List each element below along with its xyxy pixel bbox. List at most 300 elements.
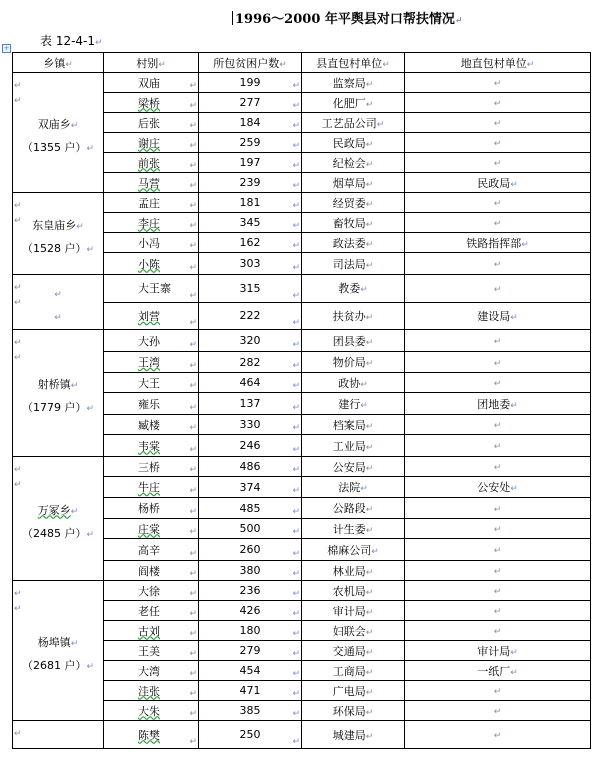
county-unit-cell (302, 193, 405, 213)
village-cell (104, 539, 199, 561)
paragraph-mark-icon: ↵ (510, 179, 518, 190)
household-count: 180 (239, 624, 261, 637)
household-count-cell (199, 601, 302, 621)
village-cell (104, 173, 199, 193)
paragraph-mark-icon: ↵ (292, 141, 300, 151)
paragraph-mark-icon: ↵ (521, 239, 529, 250)
paragraph-mark-icon: ↵ (292, 161, 300, 171)
paragraph-mark-icon: ↵ (493, 199, 502, 209)
paragraph-mark-icon: ↵ (189, 445, 197, 455)
paragraph-mark-icon: ↵ (493, 379, 502, 389)
household-count: 500 (239, 522, 261, 535)
paragraph-mark-icon: ↵ (365, 79, 374, 90)
county-unit-cell (302, 133, 405, 153)
household-count: 137 (239, 397, 261, 410)
county-unit-cell (302, 581, 405, 601)
household-count-cell (199, 477, 302, 498)
paragraph-mark-icon: ↵ (360, 400, 368, 411)
household-count: 345 (239, 216, 261, 229)
household-count: 464 (239, 376, 261, 389)
paragraph-mark-icon: ↵ (360, 379, 368, 390)
paragraph-mark-icon: ↵ (493, 260, 502, 270)
paragraph-mark-icon: ↵ (189, 340, 197, 350)
paragraph-mark-icon: ↵ (189, 589, 197, 599)
village-name: 老任 (138, 604, 160, 618)
town-label (13, 624, 103, 678)
paragraph-mark-icon: ↵ (365, 337, 374, 348)
county-unit: 烟草局 (332, 176, 366, 190)
table-caption (40, 32, 103, 49)
paragraph-mark-icon: ↵ (292, 486, 300, 496)
paragraph-mark-icon: ↵ (292, 181, 300, 191)
county-unit: 物价局 (332, 356, 366, 369)
county-unit-cell (302, 330, 405, 352)
county-unit: 交通局 (332, 644, 366, 658)
town-cell (13, 457, 104, 581)
household-count: 250 (239, 728, 261, 741)
paragraph-mark-icon: ↵ (382, 59, 390, 70)
county-unit-cell (302, 539, 405, 561)
household-count: 330 (239, 418, 261, 431)
village-cell (104, 213, 199, 233)
county-unit-cell (302, 253, 405, 275)
paragraph-mark-icon: ↵ (371, 546, 379, 557)
paragraph-mark-icon: ↵ (189, 101, 197, 111)
village-name: 大王寨 (138, 282, 171, 296)
household-count: 303 (239, 257, 261, 270)
household-count-cell (199, 173, 302, 193)
county-unit: 监察局 (332, 76, 366, 90)
paragraph-mark-icon: ↵ (365, 587, 374, 598)
prefecture-unit-cell (405, 93, 591, 113)
paragraph-mark-icon: ↵ (292, 527, 300, 537)
paragraph-mark-icon: ↵ (189, 121, 197, 131)
town-label (13, 492, 103, 546)
paragraph-mark-icon: ↵ (493, 707, 502, 717)
household-count-cell (199, 621, 302, 641)
paragraph-mark-icon: ↵ (189, 221, 197, 231)
paragraph-mark-icon: ↵ (292, 263, 300, 273)
paragraph-mark-icon: ↵ (86, 661, 95, 672)
county-unit-cell (302, 373, 405, 393)
prefecture-unit-cell (405, 621, 591, 641)
paragraph-mark-icon: ↵ (292, 445, 300, 455)
table-row (13, 275, 591, 303)
household-count-cell (199, 721, 302, 749)
village-name: 韦棠 (138, 439, 160, 453)
column-header-label: 村别 (136, 56, 159, 70)
household-count: 162 (239, 236, 261, 249)
county-unit-cell (302, 641, 405, 661)
county-unit: 广电局 (332, 684, 366, 698)
household-count-cell (199, 253, 302, 275)
household-count-cell (199, 415, 302, 435)
prefecture-unit-cell (405, 302, 591, 330)
county-unit-cell (302, 561, 405, 581)
town-cell (13, 330, 104, 457)
county-unit-cell (302, 415, 405, 435)
prefecture-unit-cell (405, 330, 591, 352)
village-cell (104, 457, 199, 477)
paragraph-mark-icon: ↵ (189, 290, 197, 301)
paragraph-mark-icon: ↵ (86, 404, 95, 414)
paragraph-mark-icon: ↵ (493, 567, 502, 577)
prefecture-unit-cell (405, 701, 591, 721)
paragraph-mark-icon: ↵ (365, 260, 374, 271)
prefecture-unit-cell (405, 213, 591, 233)
paragraph-mark-icon: ↵ (365, 219, 374, 230)
paragraph-mark-icon: ↵ (454, 16, 463, 26)
paragraph-mark-icon: ↵ (70, 381, 79, 391)
town-cell (13, 721, 104, 749)
county-unit: 建行 (338, 397, 361, 411)
paragraph-mark-icon: ↵ (493, 358, 502, 369)
paragraph-mark-icon: ↵ (365, 159, 374, 170)
paragraph-mark-icon: ↵ (493, 139, 502, 149)
paragraph-mark-icon: ↵ (365, 667, 374, 678)
paragraph-mark-icon: ↵ (365, 442, 374, 453)
county-unit-cell (302, 457, 405, 477)
town-name: 杨埠镇 (37, 635, 71, 649)
village-name: 大湾 (138, 664, 160, 678)
village-name: 大孙 (138, 334, 160, 348)
household-count-cell (199, 275, 302, 303)
prefecture-unit-cell (405, 601, 591, 621)
household-count: 374 (239, 480, 261, 494)
village-cell (104, 519, 199, 539)
village-name: 大徐 (138, 584, 160, 598)
household-count-cell (199, 93, 302, 113)
paragraph-mark-icon: ↵ (493, 79, 502, 89)
county-unit-cell (302, 93, 405, 113)
title-text: 1996～2000 年平舆县对口帮扶情况 (235, 12, 455, 27)
prefecture-unit: 铁路指挥部 (466, 236, 522, 250)
paragraph-mark-icon: ↵ (292, 221, 300, 231)
paragraph-mark-icon: ↵ (54, 313, 62, 323)
paragraph-mark-icon: ↵ (292, 737, 300, 747)
household-count: 181 (239, 196, 261, 209)
paragraph-mark-icon: ↵ (510, 400, 518, 411)
household-count-cell (199, 302, 302, 330)
county-unit-cell (302, 173, 405, 193)
county-unit-cell (302, 393, 405, 415)
household-count-cell (199, 435, 302, 457)
village-name: 前张 (138, 156, 160, 170)
paragraph-mark-icon: ↵ (493, 99, 502, 109)
village-cell (104, 153, 199, 173)
household-count-cell (199, 193, 302, 213)
village-cell (104, 415, 199, 435)
paragraph-mark-icon: ↵ (365, 731, 374, 742)
household-count: 259 (239, 136, 261, 149)
county-unit: 纪检会 (332, 156, 366, 170)
paragraph-mark-icon: ↵ (360, 285, 368, 296)
village-cell (104, 193, 199, 213)
paragraph-mark-icon: ↵ (292, 81, 300, 91)
town-label (13, 106, 103, 160)
prefecture-unit-cell (405, 393, 591, 415)
village-cell (104, 393, 199, 415)
paragraph-mark-icon: ↵ (14, 216, 22, 226)
county-unit-cell (302, 113, 405, 133)
household-count-cell (199, 701, 302, 721)
paragraph-mark-icon: ↵ (14, 465, 22, 475)
paragraph-mark-icon: ↵ (365, 179, 374, 190)
paragraph-mark-icon: ↵ (292, 381, 300, 391)
prefecture-unit: 一纸厂 (477, 664, 511, 678)
paragraph-mark-icon: ↵ (292, 423, 300, 433)
village-cell (104, 477, 199, 498)
paragraph-mark-icon: ↵ (292, 569, 300, 579)
county-unit-cell (302, 601, 405, 621)
paragraph-mark-icon: ↵ (365, 239, 374, 250)
village-cell (104, 133, 199, 153)
prefecture-unit-cell (405, 173, 591, 193)
prefecture-unit-cell (405, 373, 591, 393)
household-count: 454 (239, 664, 261, 677)
village-cell (104, 641, 199, 661)
county-unit: 环保局 (332, 704, 366, 718)
paragraph-mark-icon: ↵ (189, 737, 197, 747)
village-name: 阎楼 (138, 564, 160, 578)
paragraph-mark-icon: ↵ (54, 290, 62, 300)
paragraph-mark-icon: ↵ (76, 221, 84, 232)
household-count: 385 (239, 704, 261, 717)
village-cell (104, 601, 199, 621)
paragraph-mark-icon: ↵ (189, 609, 197, 619)
prefecture-unit-cell (405, 352, 591, 373)
paragraph-mark-icon: ↵ (493, 627, 502, 637)
paragraph-mark-icon: ↵ (70, 638, 79, 649)
village-cell (104, 581, 199, 601)
column-header-label: 县直包村单位 (316, 56, 383, 70)
column-header (13, 53, 104, 73)
paragraph-mark-icon: ↵ (86, 143, 95, 154)
paragraph-mark-icon: ↵ (189, 201, 197, 211)
table-row (13, 457, 591, 477)
paragraph-mark-icon: ↵ (14, 81, 22, 91)
household-count: 426 (239, 604, 261, 617)
table-row (13, 581, 591, 601)
county-unit: 扶贫办 (332, 309, 366, 323)
household-count-cell (199, 519, 302, 539)
village-cell (104, 302, 199, 330)
village-cell (104, 275, 199, 303)
paragraph-mark-icon: ↵ (158, 59, 166, 70)
prefecture-unit: 审计局 (477, 644, 511, 658)
paragraph-mark-icon: ↵ (189, 569, 197, 579)
village-name: 高辛 (138, 543, 160, 557)
town-cell (13, 275, 104, 330)
paragraph-mark-icon: ↵ (292, 629, 300, 639)
paragraph-mark-icon: ↵ (365, 199, 374, 210)
prefecture-unit-cell (405, 457, 591, 477)
paragraph-mark-icon: ↵ (14, 604, 22, 614)
paragraph-mark-icon: ↵ (189, 81, 197, 91)
county-unit: 政协 (338, 376, 361, 390)
county-unit: 团县委 (332, 334, 366, 348)
paragraph-mark-icon: ↵ (365, 359, 374, 369)
village-cell (104, 561, 199, 581)
prefecture-unit-cell (405, 253, 591, 275)
paragraph-mark-icon: ↵ (189, 709, 197, 719)
household-count-cell (199, 213, 302, 233)
prefecture-unit-cell (405, 539, 591, 561)
town-households: （2485 户） (21, 526, 87, 540)
prefecture-unit-cell (405, 721, 591, 749)
paragraph-mark-icon: ↵ (493, 525, 502, 535)
town-name: 射桥镇 (37, 378, 71, 391)
paragraph-mark-icon: ↵ (292, 689, 300, 699)
village-cell (104, 233, 199, 253)
paragraph-mark-icon: ↵ (493, 607, 502, 617)
paragraph-mark-icon: ↵ (365, 567, 374, 578)
table-move-handle-icon[interactable]: + (3, 44, 10, 52)
column-header (199, 53, 302, 73)
paragraph-mark-icon: ↵ (189, 649, 197, 659)
village-name: 双庙 (138, 76, 160, 90)
village-name: 大朱 (138, 704, 160, 718)
village-name: 孟庄 (138, 196, 160, 210)
village-name: 杨桥 (138, 502, 160, 515)
village-cell (104, 681, 199, 701)
paragraph-mark-icon: ↵ (189, 507, 197, 517)
prefecture-unit-cell (405, 498, 591, 519)
prefecture-unit-cell (405, 581, 591, 601)
household-count: 320 (239, 334, 261, 347)
county-unit: 化肥厂 (332, 96, 366, 110)
paragraph-mark-icon: ↵ (493, 463, 502, 473)
household-count: 184 (239, 116, 261, 129)
paragraph-mark-icon: ↵ (189, 527, 197, 537)
town-label (13, 275, 103, 329)
village-name: 后张 (138, 116, 160, 130)
paragraph-mark-icon: ↵ (510, 647, 518, 658)
county-unit-cell (302, 519, 405, 539)
table-row (13, 193, 591, 213)
county-unit: 工艺品公司 (321, 116, 377, 130)
table-row (13, 721, 591, 749)
village-cell (104, 93, 199, 113)
prefecture-unit: 团地委 (477, 397, 511, 411)
paragraph-mark-icon: ↵ (292, 709, 300, 719)
table-row (13, 73, 591, 93)
paragraph-mark-icon: ↵ (70, 120, 79, 131)
county-unit-cell (302, 661, 405, 681)
paragraph-mark-icon: ↵ (292, 609, 300, 619)
village-cell (104, 701, 199, 721)
table-row (13, 330, 591, 352)
county-unit: 公安局 (332, 460, 366, 474)
column-header (405, 53, 591, 73)
household-count: 260 (239, 543, 261, 556)
county-unit: 政法委 (332, 236, 366, 250)
county-unit-cell (302, 498, 405, 519)
village-name: 臧楼 (138, 418, 160, 432)
county-unit: 法院 (338, 481, 361, 494)
village-cell (104, 373, 199, 393)
village-name: 洼张 (138, 684, 160, 698)
paragraph-mark-icon: ↵ (292, 465, 300, 475)
village-name: 王美 (138, 644, 160, 658)
paragraph-mark-icon: ↵ (365, 139, 374, 150)
household-count-cell (199, 641, 302, 661)
village-name: 小冯 (138, 236, 160, 250)
paragraph-mark-icon: ↵ (493, 159, 502, 169)
paragraph-mark-icon: ↵ (86, 244, 95, 255)
column-header-label: 地直包村单位 (460, 56, 527, 70)
county-unit-cell (302, 435, 405, 457)
prefecture-unit-cell (405, 133, 591, 153)
paragraph-mark-icon: ↵ (365, 707, 374, 718)
prefecture-unit-cell (405, 477, 591, 498)
paragraph-mark-icon: ↵ (510, 484, 518, 494)
paragraph-mark-icon: ↵ (14, 589, 22, 599)
prefecture-unit-cell (405, 561, 591, 581)
household-count-cell (199, 539, 302, 561)
paragraph-mark-icon: ↵ (292, 669, 300, 679)
village-cell (104, 498, 199, 519)
header-row (13, 53, 591, 73)
household-count-cell (199, 133, 302, 153)
household-count-cell (199, 233, 302, 253)
paragraph-mark-icon: ↵ (292, 340, 300, 350)
paragraph-mark-icon: ↵ (189, 689, 197, 699)
town-name: 万冢乡 (37, 503, 71, 517)
village-name: 谢庄 (138, 136, 160, 150)
paragraph-mark-icon: ↵ (189, 361, 197, 371)
paragraph-mark-icon: ↵ (493, 337, 502, 347)
county-unit-cell (302, 701, 405, 721)
column-header-label: 所包贫困户数 (213, 56, 280, 70)
prefecture-unit-cell (405, 193, 591, 213)
household-count: 246 (239, 439, 261, 452)
paragraph-mark-icon: ↵ (14, 298, 22, 308)
prefecture-unit-cell (405, 233, 591, 253)
paragraph-mark-icon: ↵ (510, 667, 518, 678)
column-header-label: 乡镇 (43, 56, 66, 70)
paragraph-mark-icon: ↵ (189, 486, 197, 496)
household-count: 471 (239, 684, 261, 697)
household-count-cell (199, 393, 302, 415)
prefecture-unit-cell (405, 415, 591, 435)
paragraph-mark-icon: ↵ (189, 318, 197, 328)
paragraph-mark-icon: ↵ (14, 353, 22, 363)
paragraph-mark-icon: ↵ (493, 119, 502, 129)
paragraph-mark-icon: ↵ (493, 587, 502, 597)
household-count: 222 (239, 309, 261, 323)
county-unit: 教委 (338, 282, 361, 296)
village-name: 小陈 (138, 257, 160, 271)
paragraph-mark-icon: ↵ (14, 729, 22, 739)
caption-text: 表 12-4-1 (40, 34, 96, 48)
town-label (13, 207, 103, 261)
household-count-cell (199, 457, 302, 477)
paragraph-mark-icon: ↵ (189, 629, 197, 639)
county-unit: 棉麻公司 (327, 543, 372, 557)
prefecture-unit-cell (405, 113, 591, 133)
village-cell (104, 330, 199, 352)
paragraph-mark-icon: ↵ (292, 549, 300, 559)
village-name: 陈樊 (138, 728, 160, 742)
county-unit: 档案局 (332, 418, 366, 432)
household-count-cell (199, 373, 302, 393)
village-name: 牛庄 (138, 481, 160, 494)
household-count-cell (199, 581, 302, 601)
village-name: 庄棠 (138, 522, 160, 536)
village-name: 大王 (138, 376, 160, 390)
paragraph-mark-icon: ↵ (493, 687, 502, 697)
